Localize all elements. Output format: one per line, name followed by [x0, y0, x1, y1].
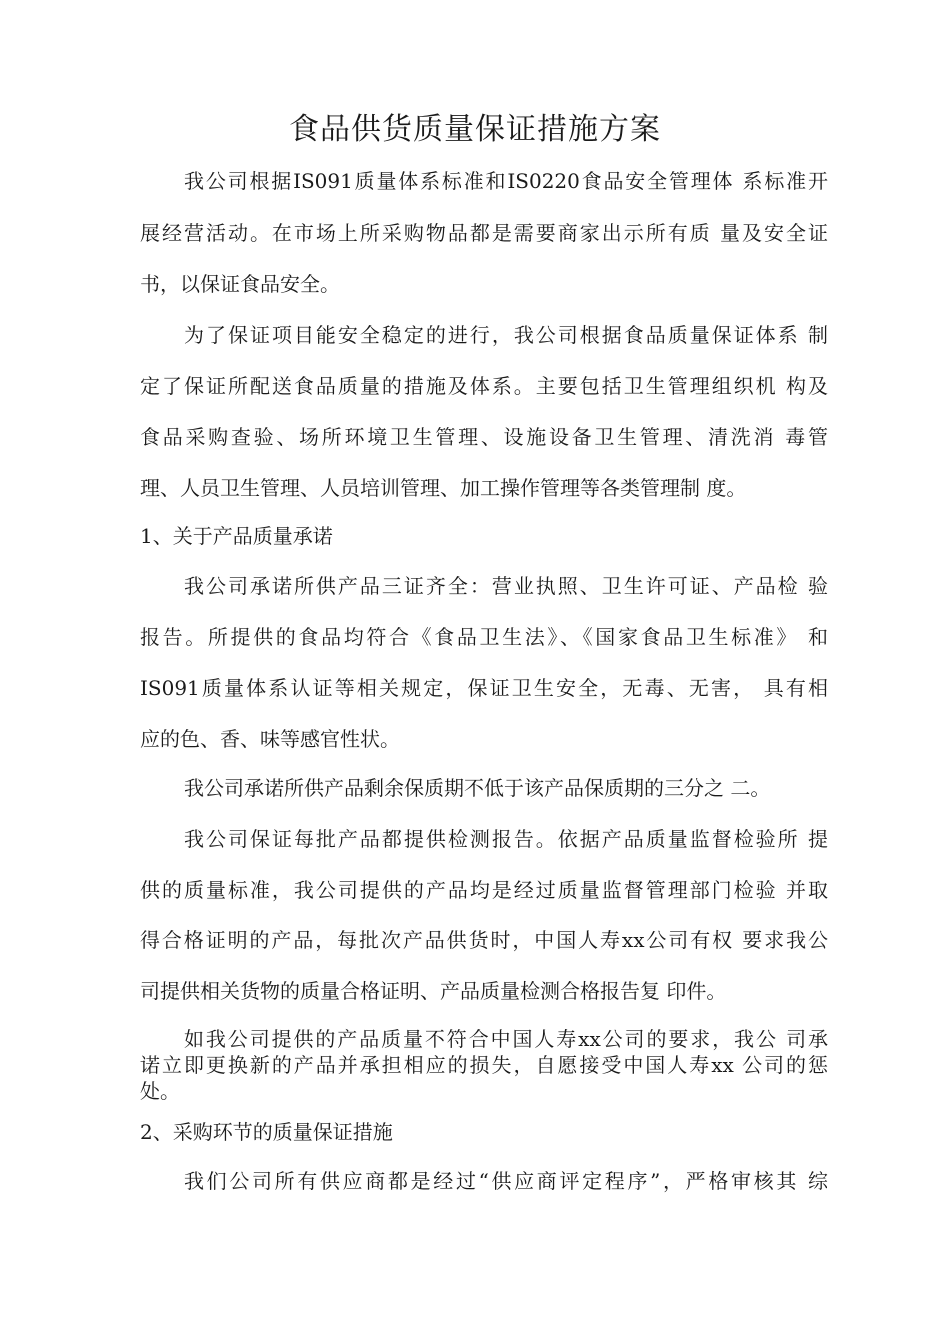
paragraph-6-line-3: 处。 — [140, 1079, 180, 1103]
paragraph-4-line-1: 我公司承诺所供产品剩余保质期不低于该产品保质期的三分之 二。 — [184, 776, 771, 800]
paragraph-5-line-2: 供的质量标准，我公司提供的产品均是经过质量监督管理部门检验 并取 — [140, 878, 828, 902]
paragraph-3-line-1: 我公司承诺所供产品三证齐全：营业执照、卫生许可证、产品检 验 — [184, 574, 828, 598]
paragraph-6-line-2: 诺立即更换新的产品并承担相应的损失，自愿接受中国人寿xx 公司的惩 — [140, 1053, 828, 1077]
paragraph-5-line-3: 得合格证明的产品，每批次产品供货时，中国人寿xx公司有权 要求我公 — [140, 928, 828, 952]
paragraph-2-line-4: 理、人员卫生管理、人员培训管理、加工操作管理等各类管理制 度。 — [140, 476, 747, 500]
paragraph-2-line-2: 定了保证所配送食品质量的措施及体系。主要包括卫生管理组织机 构及 — [140, 374, 828, 398]
paragraph-6-line-1: 如我公司提供的产品质量不符合中国人寿xx公司的要求，我公 司承 — [184, 1027, 828, 1051]
paragraph-2-line-3: 食品采购查验、场所环境卫生管理、设施设备卫生管理、清洗消 毒管 — [140, 425, 828, 449]
paragraph-3-line-4: 应的色、香、味等感官性状。 — [140, 727, 400, 751]
paragraph-1-line-3: 书，以保证食品安全。 — [140, 272, 340, 296]
paragraph-1-line-2: 展经营活动。在市场上所采购物品都是需要商家出示所有质 量及安全证 — [140, 221, 828, 245]
paragraph-7-line-1: 我们公司所有供应商都是经过“供应商评定程序”，严格审核其 综 — [184, 1169, 828, 1193]
paragraph-3-line-2: 报告。所提供的食品均符合《食品卫生法》、《国家食品卫生标准》 和 — [140, 625, 828, 649]
paragraph-5-line-1: 我公司保证每批产品都提供检测报告。依据产品质量监督检验所 提 — [184, 827, 828, 851]
section-1-heading: 1、关于产品质量承诺 — [140, 524, 333, 548]
paragraph-1-line-1: 我公司根据IS091质量体系标准和IS0220食品安全管理体 系标准开 — [184, 169, 828, 193]
paragraph-5-line-4: 司提供相关货物的质量合格证明、产品质量检测合格报告复 印件。 — [140, 979, 727, 1003]
document-title: 食品供货质量保证措施方案 — [289, 112, 661, 147]
section-2-heading: 2、采购环节的质量保证措施 — [140, 1120, 393, 1144]
paragraph-3-line-3: IS091质量体系认证等相关规定，保证卫生安全，无毒、无害， 具有相 — [140, 676, 828, 700]
paragraph-2-line-1: 为了保证项目能安全稳定的进行，我公司根据食品质量保证体系 制 — [184, 323, 828, 347]
